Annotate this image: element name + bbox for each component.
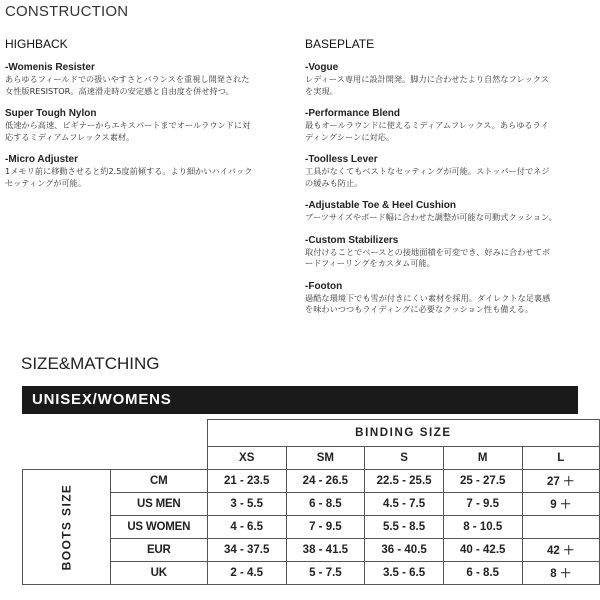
size-cell: 8 - 10.5: [443, 516, 522, 539]
feature-name: -Vogue: [305, 62, 339, 73]
binding-size-header: BINDING SIZE: [207, 420, 599, 447]
feature-item: [305, 280, 595, 316]
highback-heading: HIGHBACK: [5, 37, 68, 51]
size-cell: 36 - 40.5: [365, 539, 444, 562]
feature-item: [305, 61, 595, 97]
size-cell: 22.5 - 25.5: [365, 470, 444, 493]
size-cell: 34 - 37.5: [207, 539, 286, 562]
size-cell: 5.5 - 8.5: [365, 516, 444, 539]
baseplate-heading: BASEPLATE: [305, 37, 375, 51]
size-cell: 25 - 27.5: [443, 470, 522, 493]
feature-name: -Footon: [305, 280, 343, 292]
size-cell: 8 ＋: [522, 562, 599, 585]
feature-desc: 工具がなくてもベストなセッティングが可能。ストッパー付でネジ の緩みも防止。: [305, 166, 550, 188]
row-label: US MEN: [110, 493, 207, 516]
row-label: CM: [110, 470, 207, 493]
feature-name: -Womenis Resister: [5, 62, 95, 73]
size-cell: 42 ＋: [522, 539, 599, 562]
feature-desc: 低速から高速、ビギナーからエキスパートまでオールラウンドに対 応するミディアムフレックス素材。: [5, 120, 251, 142]
row-label: EUR: [110, 539, 207, 562]
size-cell: 4.5 - 7.5: [365, 493, 444, 516]
boots-size-header: [23, 470, 111, 585]
size-header: M: [443, 447, 522, 470]
size-cell: 6 - 8.5: [443, 562, 522, 585]
size-cell: 21 - 23.5: [207, 470, 286, 493]
highback-column: [5, 37, 295, 199]
feature-name: -Micro Adjuster: [5, 154, 78, 165]
size-cell: 40 - 42.5: [443, 539, 522, 562]
feature-item: [305, 107, 595, 143]
feature-name: -Toolless Lever: [305, 154, 378, 165]
size-header: S: [365, 447, 444, 470]
feature-desc: 過酷な環境下でも雪が付きにくい素材を採用。ダイレクトな足裏感 を味わいつつもライディングに必要なクッション性も備える。: [305, 292, 551, 314]
boots-size-label: BOOTS SIZE: [59, 483, 74, 571]
size-cell: 5 - 7.5: [286, 562, 365, 585]
feature-item: [305, 199, 595, 224]
size-header: XS: [207, 447, 286, 470]
feature-item: [5, 61, 295, 97]
size-cell: 7 - 9.5: [286, 516, 365, 539]
feature-item: [305, 234, 595, 270]
feature-name: -Custom Stabilizers: [305, 234, 399, 246]
size-cell: 7 - 9.5: [443, 493, 522, 516]
size-cell: 6 - 8.5: [286, 493, 365, 516]
category-bar: [22, 386, 578, 414]
size-cell: [522, 516, 599, 539]
size-header: L: [522, 447, 599, 470]
feature-name: Super Tough Nylon: [5, 108, 97, 119]
size-cell: 38 - 41.5: [286, 539, 365, 562]
category-label: UNISEX/WOMENS: [32, 391, 172, 408]
size-cell: 3 - 5.5: [207, 493, 286, 516]
feature-name: -Performance Blend: [305, 108, 401, 119]
feature-desc: 取付けることでベースとの接地面積を可変でき、好みに合わせてボ ードフィーリングをカスタム可能。: [305, 246, 550, 268]
baseplate-column: [305, 37, 595, 326]
size-cell: 24 - 26.5: [286, 470, 365, 493]
row-label: UK: [110, 562, 207, 585]
feature-item: [5, 153, 295, 189]
size-matching-title: SIZE&MATCHING: [21, 354, 160, 373]
size-header: SM: [286, 447, 365, 470]
feature-desc: 最もオールラウンドに使えるミディアムフレックス。あらゆるライ ディングシーンに対応。: [305, 120, 549, 142]
table-row: [23, 470, 600, 493]
feature-desc: 1メモリ前に移動させると約2.5度前傾する。より細かいハイバック セッティングが可能。: [5, 166, 253, 188]
feature-desc: あらゆるフィールドでの扱いやすさとバランスを重視し開発された 女性版RESISTOR。高速滑走時の安定感と自由度を併せ持つ。: [5, 74, 250, 96]
feature-desc: ブーツサイズやボード幅に合わせた調整が可能な可動式クッション。: [305, 212, 557, 222]
size-cell: 27 ＋: [522, 470, 599, 493]
construction-title: CONSTRUCTION: [5, 3, 129, 20]
feature-item: [5, 107, 295, 143]
feature-name: -Adjustable Toe & Heel Cushion: [305, 200, 456, 211]
feature-item: [305, 153, 595, 189]
row-label: US WOMEN: [110, 516, 207, 539]
feature-desc: レディース専用に設計開発。脚力に合わせたより自然なフレックス を実現。: [305, 74, 550, 96]
size-cell: 3.5 - 6.5: [365, 562, 444, 585]
size-cell: 9 ＋: [522, 493, 599, 516]
size-cell: 2 - 4.5: [207, 562, 286, 585]
table-corner: [23, 420, 208, 470]
size-cell: 4 - 6.5: [207, 516, 286, 539]
size-table: [22, 419, 600, 585]
